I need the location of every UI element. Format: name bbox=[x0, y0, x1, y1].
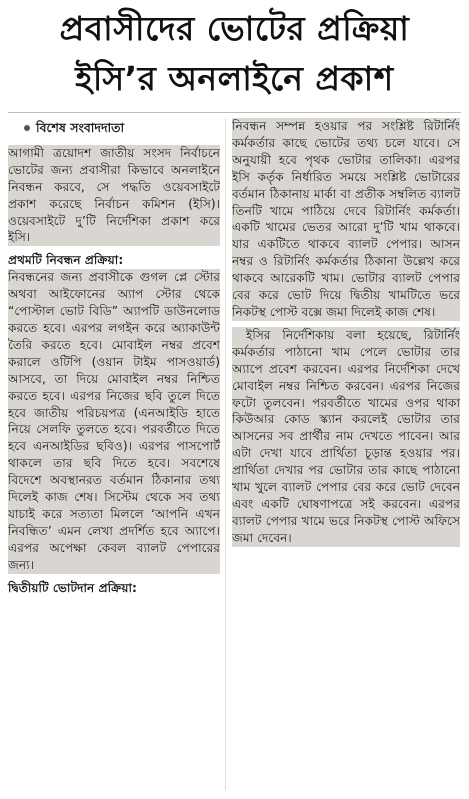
guide-paragraph: ইসির নির্দেশিকায় বলা হয়েছে, রিটার্নিং কর্মকর্তার পাঠানো খাম পেলে ভোটার তার অ্যাপে প্রবেশ করবেন। এরপর নির্দেশিকা দেখে মোবাইল নম্বর নিশ্চিত করবেন। এরপর নিজের ফটো তুলবেন। পরবর্তীতে খামের ওপর থাকা কিউআর কোড স্ক্যান করলেই ভোটার তার আসনের সব প্রার্থীর নাম দেখতে পাবেন। আর এটা দেখা যাবে প্রার্থিতা চূড়ান্ত হওয়ার পর। প্রার্থিতা দেখার পর ভোটার তার কাছে পাঠানো খাম খুলে ব্যালট পেপার বের করে ভোট দেবেন এবং একটি ঘোষণাপত্রে সই করবেন। এরপর ব্যালট পেপার খামে ভরে নিকটস্থ পোস্ট অফিসে জমা দেবেন। bbox=[232, 327, 460, 545]
step2-body: নিবন্ধন সম্পন্ন হওয়ার পর সংশ্লিষ্ট রিটার্নিং কর্মকর্তার কাছে ভোটের তথ্য চলে যাবে। সে অনুযায়ী হবে পৃথক ভোটার তালিকা। এরপর ইসি কর্তৃক নির্ধারিত সময়ে সংশ্লিষ্ট ভোটারের বর্তমান ঠিকানায় মার্কা বা প্রতীক সম্বলিত ব্যালট তিনটি খামে পাঠিয়ে দেবে রিটার্নিং কর্মকর্তা। একটি খামের ভেতর আরো দু’টি খাম থাকবে। যার একটিতে থাকবে ব্যালট পেপার। আসন নম্বর ও রিটার্নিং কর্মকর্তার ঠিকানা উল্লেখ করে থাকবে আরেকটি খাম। ভোটার ব্যালট পেপার বের করে ভোট দিয়ে দ্বিতীয় খামটিতে ভরে নিকটস্থ পোস্ট বক্সে জমা দিলেই কাজ শেষ। bbox=[232, 119, 460, 319]
column-divider bbox=[225, 118, 226, 790]
byline bbox=[8, 120, 220, 137]
step2-heading: দ্বিতীয়টি ভোটদান প্রক্রিয়া: bbox=[8, 580, 137, 595]
step2-heading-paragraph bbox=[8, 580, 220, 597]
headline-divider bbox=[8, 112, 461, 113]
headline-line-1: প্রবাসীদের ভোটের প্রক্রিয়া bbox=[59, 9, 410, 48]
article-column-right bbox=[232, 118, 460, 547]
step1-body: নিবন্ধনের জন্য প্রবাসীকে গুগল প্লে স্টোর অথবা আইফোনের অ্যাপ স্টোর থেকে “পোস্টাল ভোট বিডি” অ্যাপটি ডাউনলোড করতে হবে। এরপর লগইন করে অ্যাকাউন্ট তৈরি করতে হবে। মোবাইল নম্বর প্রবেশ করালে ওটিপি (ওয়ান টাইম পাসওয়ার্ড) আসবে, তা দিয়ে মোবাইল নম্বর নিশ্চিত করতে হবে। এরপর নিজের ছবি তুলে দিতে হবে জাতীয় পরিচয়পত্র (এনআইডি হাতে নিয়ে সেলফি তুলতে হবে। পরবর্তীতে দিতে হবে এনআইডির ছবিও)। এরপর পাসপোর্ট থাকলে তার ছবি দিতে হবে। সবশেষে বিদেশে অবস্থানরত বর্তমান ঠিকানার তথ্য দিলেই কাজ শেষ। সিস্টেম থেকে সব তথ্য যাচাই করে সত্যতা মিললে ‘আপনি এখন নিবন্ধিত’ এমন লেখা প্রদর্শিত হবে অ্যাপে। এরপর অপেক্ষা কেবল ব্যালট পেপারের জন্য। bbox=[8, 270, 220, 572]
byline-text: বিশেষ সংবাদদাতা bbox=[36, 120, 125, 135]
headline-line-2: ইসি’র অনলাইনে প্রকাশ bbox=[75, 59, 394, 98]
bullet-icon bbox=[24, 125, 30, 131]
step1-heading-paragraph bbox=[8, 252, 220, 269]
intro-paragraph: আগামী ত্রয়োদশ জাতীয় সংসদ নির্বাচনে ভোটের জন্য প্রবাসীরা কিভাবে অনলাইনে নিবন্ধন করবে, সে পদ্ধতি ওয়েবসাইটে প্রকাশ করেছে নির্বাচন কমিশন (ইসি)। ওয়েবসাইটে দু’টি নির্দেশিকা প্রকাশ করে ইসি। bbox=[8, 145, 220, 245]
step1-heading: প্রথমটি নিবন্ধন প্রক্রিয়া: bbox=[8, 253, 124, 268]
article-column-left bbox=[8, 118, 220, 596]
